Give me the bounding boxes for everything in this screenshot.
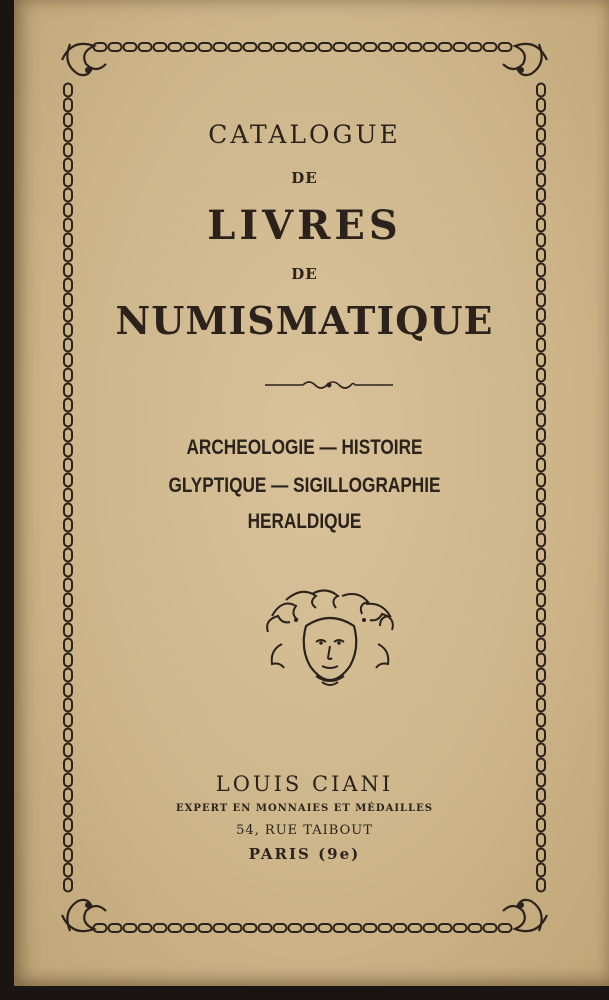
title-de-first: DE bbox=[291, 169, 318, 187]
subjects-line-1: ARCHEOLOGIE — HISTOIRE bbox=[186, 436, 423, 459]
ornamental-divider-icon bbox=[265, 378, 393, 392]
title-livres: LIVRES bbox=[207, 202, 402, 249]
title-catalogue: CATALOGUE bbox=[208, 120, 401, 149]
publisher-city: PARIS (9e) bbox=[248, 845, 361, 863]
medusa-head-vignette-icon bbox=[262, 588, 398, 690]
subjects-line-2: GLYPTIQUE — SIGILLOGRAPHIE bbox=[168, 474, 441, 497]
publisher-role: EXPERT EN MONNAIES ET MÉDAILLES bbox=[176, 803, 433, 814]
title-de-second: DE bbox=[291, 265, 318, 283]
publisher-name: LOUIS CIANI bbox=[215, 772, 394, 796]
publisher-address: 54, RUE TAIBOUT bbox=[236, 823, 373, 838]
subjects-line-3: HERALDIQUE bbox=[247, 510, 362, 533]
title-numismatique: NUMISMATIQUE bbox=[115, 298, 494, 343]
